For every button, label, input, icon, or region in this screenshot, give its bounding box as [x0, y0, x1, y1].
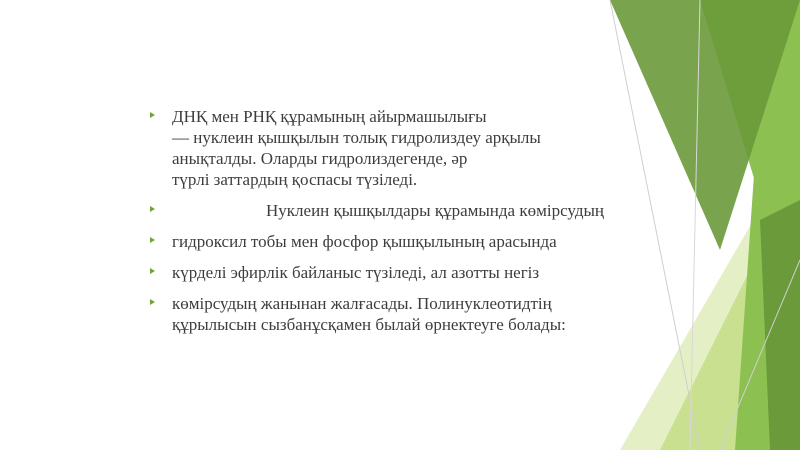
bullet-arrow-icon — [150, 112, 155, 118]
bullet-text: Нуклеин қышқылдары құрамында көмірсудың — [266, 201, 604, 220]
bullet-item — [150, 293, 670, 335]
bullet-item — [150, 262, 670, 283]
bullet-text: күрделі эфирлік байланыс түзіледі, ал азотты негіз — [172, 263, 540, 282]
bullet-list — [150, 106, 670, 345]
bullet-text: гидроксил тобы мен фосфор қышқылының арасында — [172, 232, 557, 251]
bullet-item — [150, 231, 670, 252]
bullet-item — [150, 200, 670, 221]
bullet-arrow-icon — [150, 299, 155, 305]
bullet-text: көмірсудың жанынан жалғасады. Полинуклеотидтің құрылысын сызбанұсқамен былай өрнектеуге болады: — [172, 294, 566, 334]
bullet-arrow-icon — [150, 206, 155, 212]
bullet-item — [150, 106, 670, 190]
bullet-text: ДНҚ мен РНҚ құрамының айырмашылығы — нуклеин қышқылын толық гидролиздеу арқылы анықталды. Оларды гидролиздегенде, әр түрлі заттардың қоспасы түзіледі. — [172, 107, 541, 189]
bullet-arrow-icon — [150, 237, 155, 243]
bullet-arrow-icon — [150, 268, 155, 274]
